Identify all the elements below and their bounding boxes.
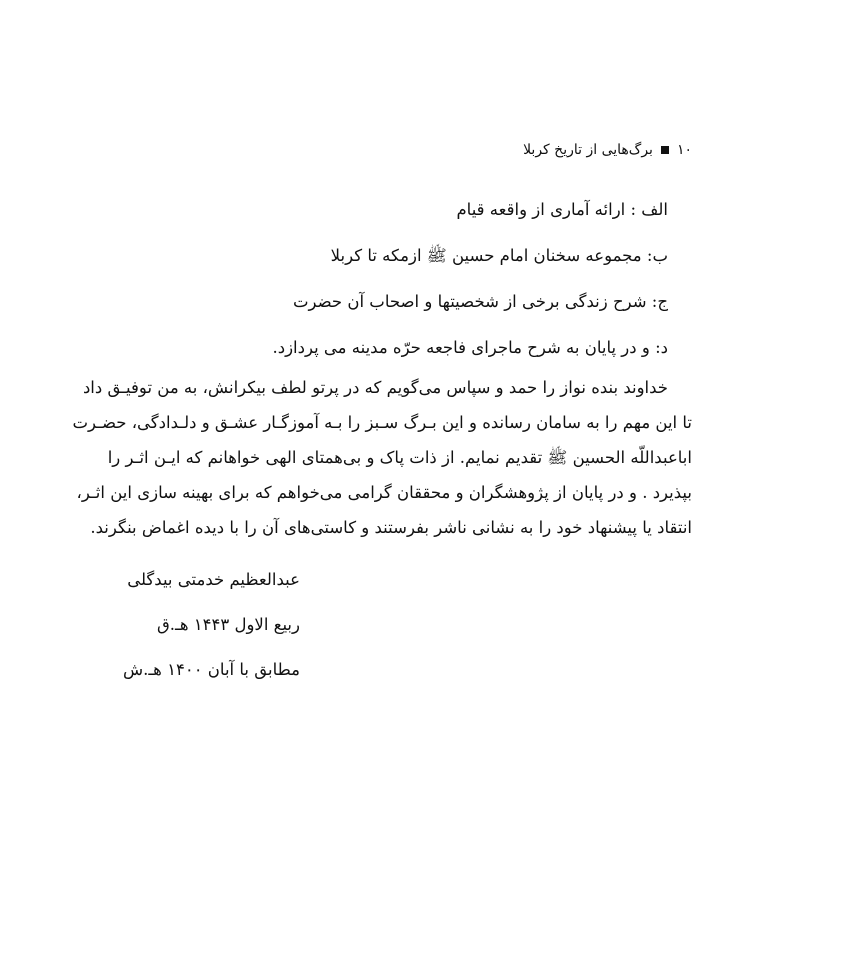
- list-item-jim: ج: شرح زندگی برخی از شخصیتها و اصحاب آن حضرت: [292, 292, 668, 311]
- paragraph-line: انتقاد یا پیشنهاد خود را به نشانی ناشر بفرستند و کاستی‌های آن را با دیده اغماض بنگرند.: [90, 518, 692, 537]
- date-hijri-solar: مطابق با آبان ۱۴۰۰ هـ.ش: [122, 660, 300, 679]
- date-hijri-lunar: ربیع الاول ۱۴۴۳ هـ.ق: [156, 615, 300, 634]
- paragraph-line: تا این مهم را به سامان رسانده و این بـرگ سـبز را بـه آموزگـار عشـق و دلـدادگی، حضـرت: [72, 413, 692, 432]
- book-title: برگ‌هایی از تاریخ کربلا: [523, 142, 653, 158]
- page-number: ۱۰: [676, 142, 692, 158]
- list-item-alef: الف : ارائه آماری از واقعه قیام: [456, 200, 668, 219]
- content-list: [248, 196, 668, 380]
- closing-paragraph: [72, 374, 692, 549]
- paragraph-line: خداوند بنده نواز را حمد و سپاس می‌گویم که در پرتو لطف بیکرانش، به من توفیـق داد: [82, 378, 668, 397]
- list-item-dal: د: و در پایان به شرح ماجرای فاجعه حرّه مدینه می پردازد.: [272, 338, 668, 357]
- author-name: عبدالعظیم خدمتی بیدگلی: [127, 570, 300, 589]
- square-bullet-icon: [661, 146, 669, 154]
- paragraph-line: اباعبداللّه الحسین ﷺ تقدیم نمایم. از ذات پاک و بی‌همتای الهی خواهانم که ایـن اثـر را: [107, 448, 692, 467]
- list-item-be: ب: مجموعه سخنان امام حسین ﷺ ازمکه تا کربلا: [330, 246, 668, 265]
- running-header: [523, 140, 692, 160]
- signature-block: [123, 566, 300, 701]
- paragraph-line: بپذیرد . و در پایان از پژوهشگران و محققان گرامی می‌خواهم که برای بهینه سازی این اثـر،: [76, 483, 692, 502]
